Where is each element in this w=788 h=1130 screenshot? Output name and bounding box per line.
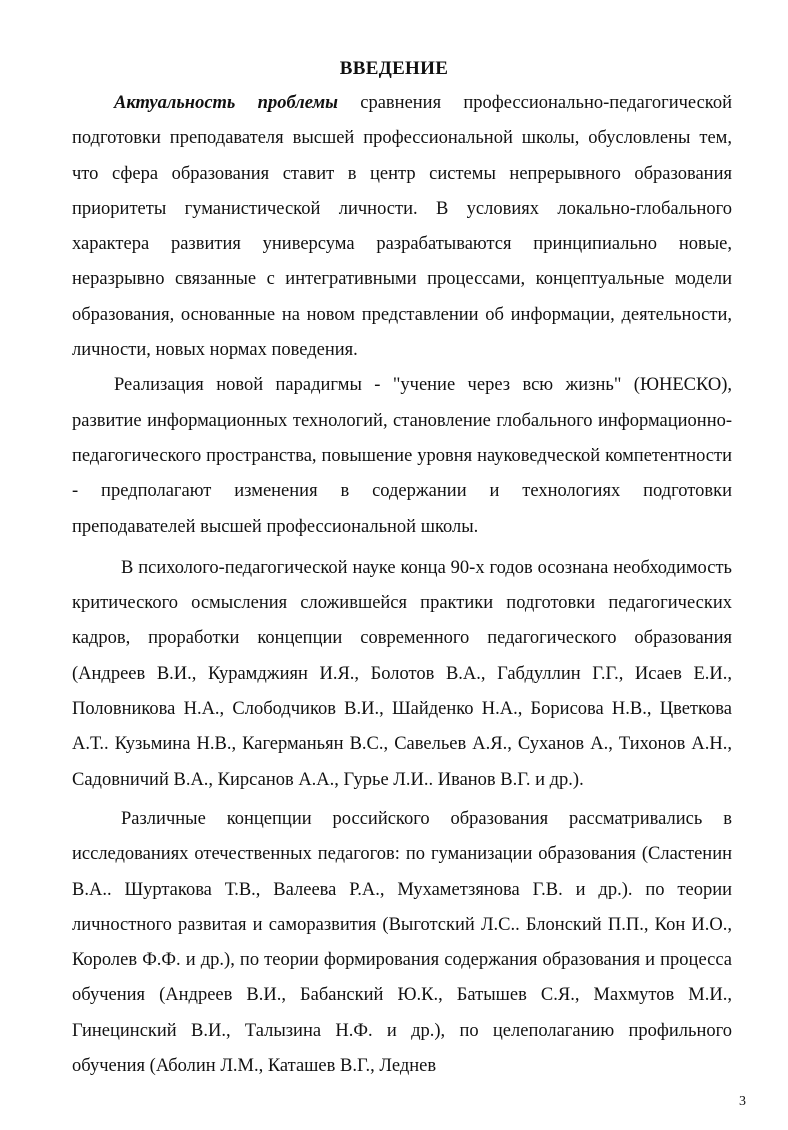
- paragraph-1: [72, 86, 732, 368]
- page-title: ВВЕДЕНИЕ: [339, 58, 449, 79]
- paragraph-1-lead: Актуальность проблемы: [114, 93, 338, 113]
- paragraph-2: Реализация новой парадигмы - "учение через всю жизнь" (ЮНЕСКО), развитие информационных технологий, становление глобального информационно-педагогического пространства, повышение уровня науковедческой компетентности - предполагают изменения в содержании и технологиях подготовки преподавателей высшей профессиональной школы.: [72, 375, 732, 537]
- paragraph-1-text: сравнения профессионально-педагогической подготовки преподавателя высшей профессиональной школы, обусловлены тем, что сфера образования ставит в центр системы непрерывного образования приоритеты гуманистической личности. В условиях локально-глобального характера развития универсума разрабатываются принципиально новые, неразрывно связанные с интегративными процессами, концептуальные модели образования, основанные на новом представлении об информации, деятельности, личности, новых нормах поведения.: [72, 93, 732, 361]
- document-body: [72, 86, 732, 1084]
- page-number: 3: [739, 1094, 746, 1109]
- paragraph-4: Различные концепции российского образования рассматривались в исследованиях отечественных педагогов: по гуманизации образования (Сластенин В.А.. Шуртакова Т.В., Валеева Р.А., Мухаметзянова Г.В. и др.). по теории личностного развитая и саморазвития (Выготский Л.С.. Блонский П.П., Кон И.О., Королев Ф.Ф. и др.), по теории формирования содержания образования и процесса обучения (Андреев В.И., Бабанский Ю.К., Батышев С.Я., Махмутов М.И., Гинецинский В.И., Талызина Н.Ф. и др.), по целеполаганию профильного обучения (Аболин Л.М., Каташев В.Г., Леднев: [72, 808, 732, 1077]
- paragraph-3: В психолого-педагогической науке конца 90-х годов осознана необходимость критического осмысления сложившейся практики подготовки педагогических кадров, проработки концепции современного педагогического образования (Андреев В.И., Курамджиян И.Я., Болотов В.А., Габдуллин Г.Г., Исаев Е.И., Половникова Н.А., Слободчиков В.И., Шайденко Н.А., Борисова Н.В., Цветкова А.Т.. Кузьмина Н.В., Кагерманьян В.С., Савельев А.Я., Суханов А., Тихонов А.Н., Садовничий В.А., Кирсанов А.А., Гурье Л.И.. Иванов В.Г. и др.).: [72, 557, 732, 790]
